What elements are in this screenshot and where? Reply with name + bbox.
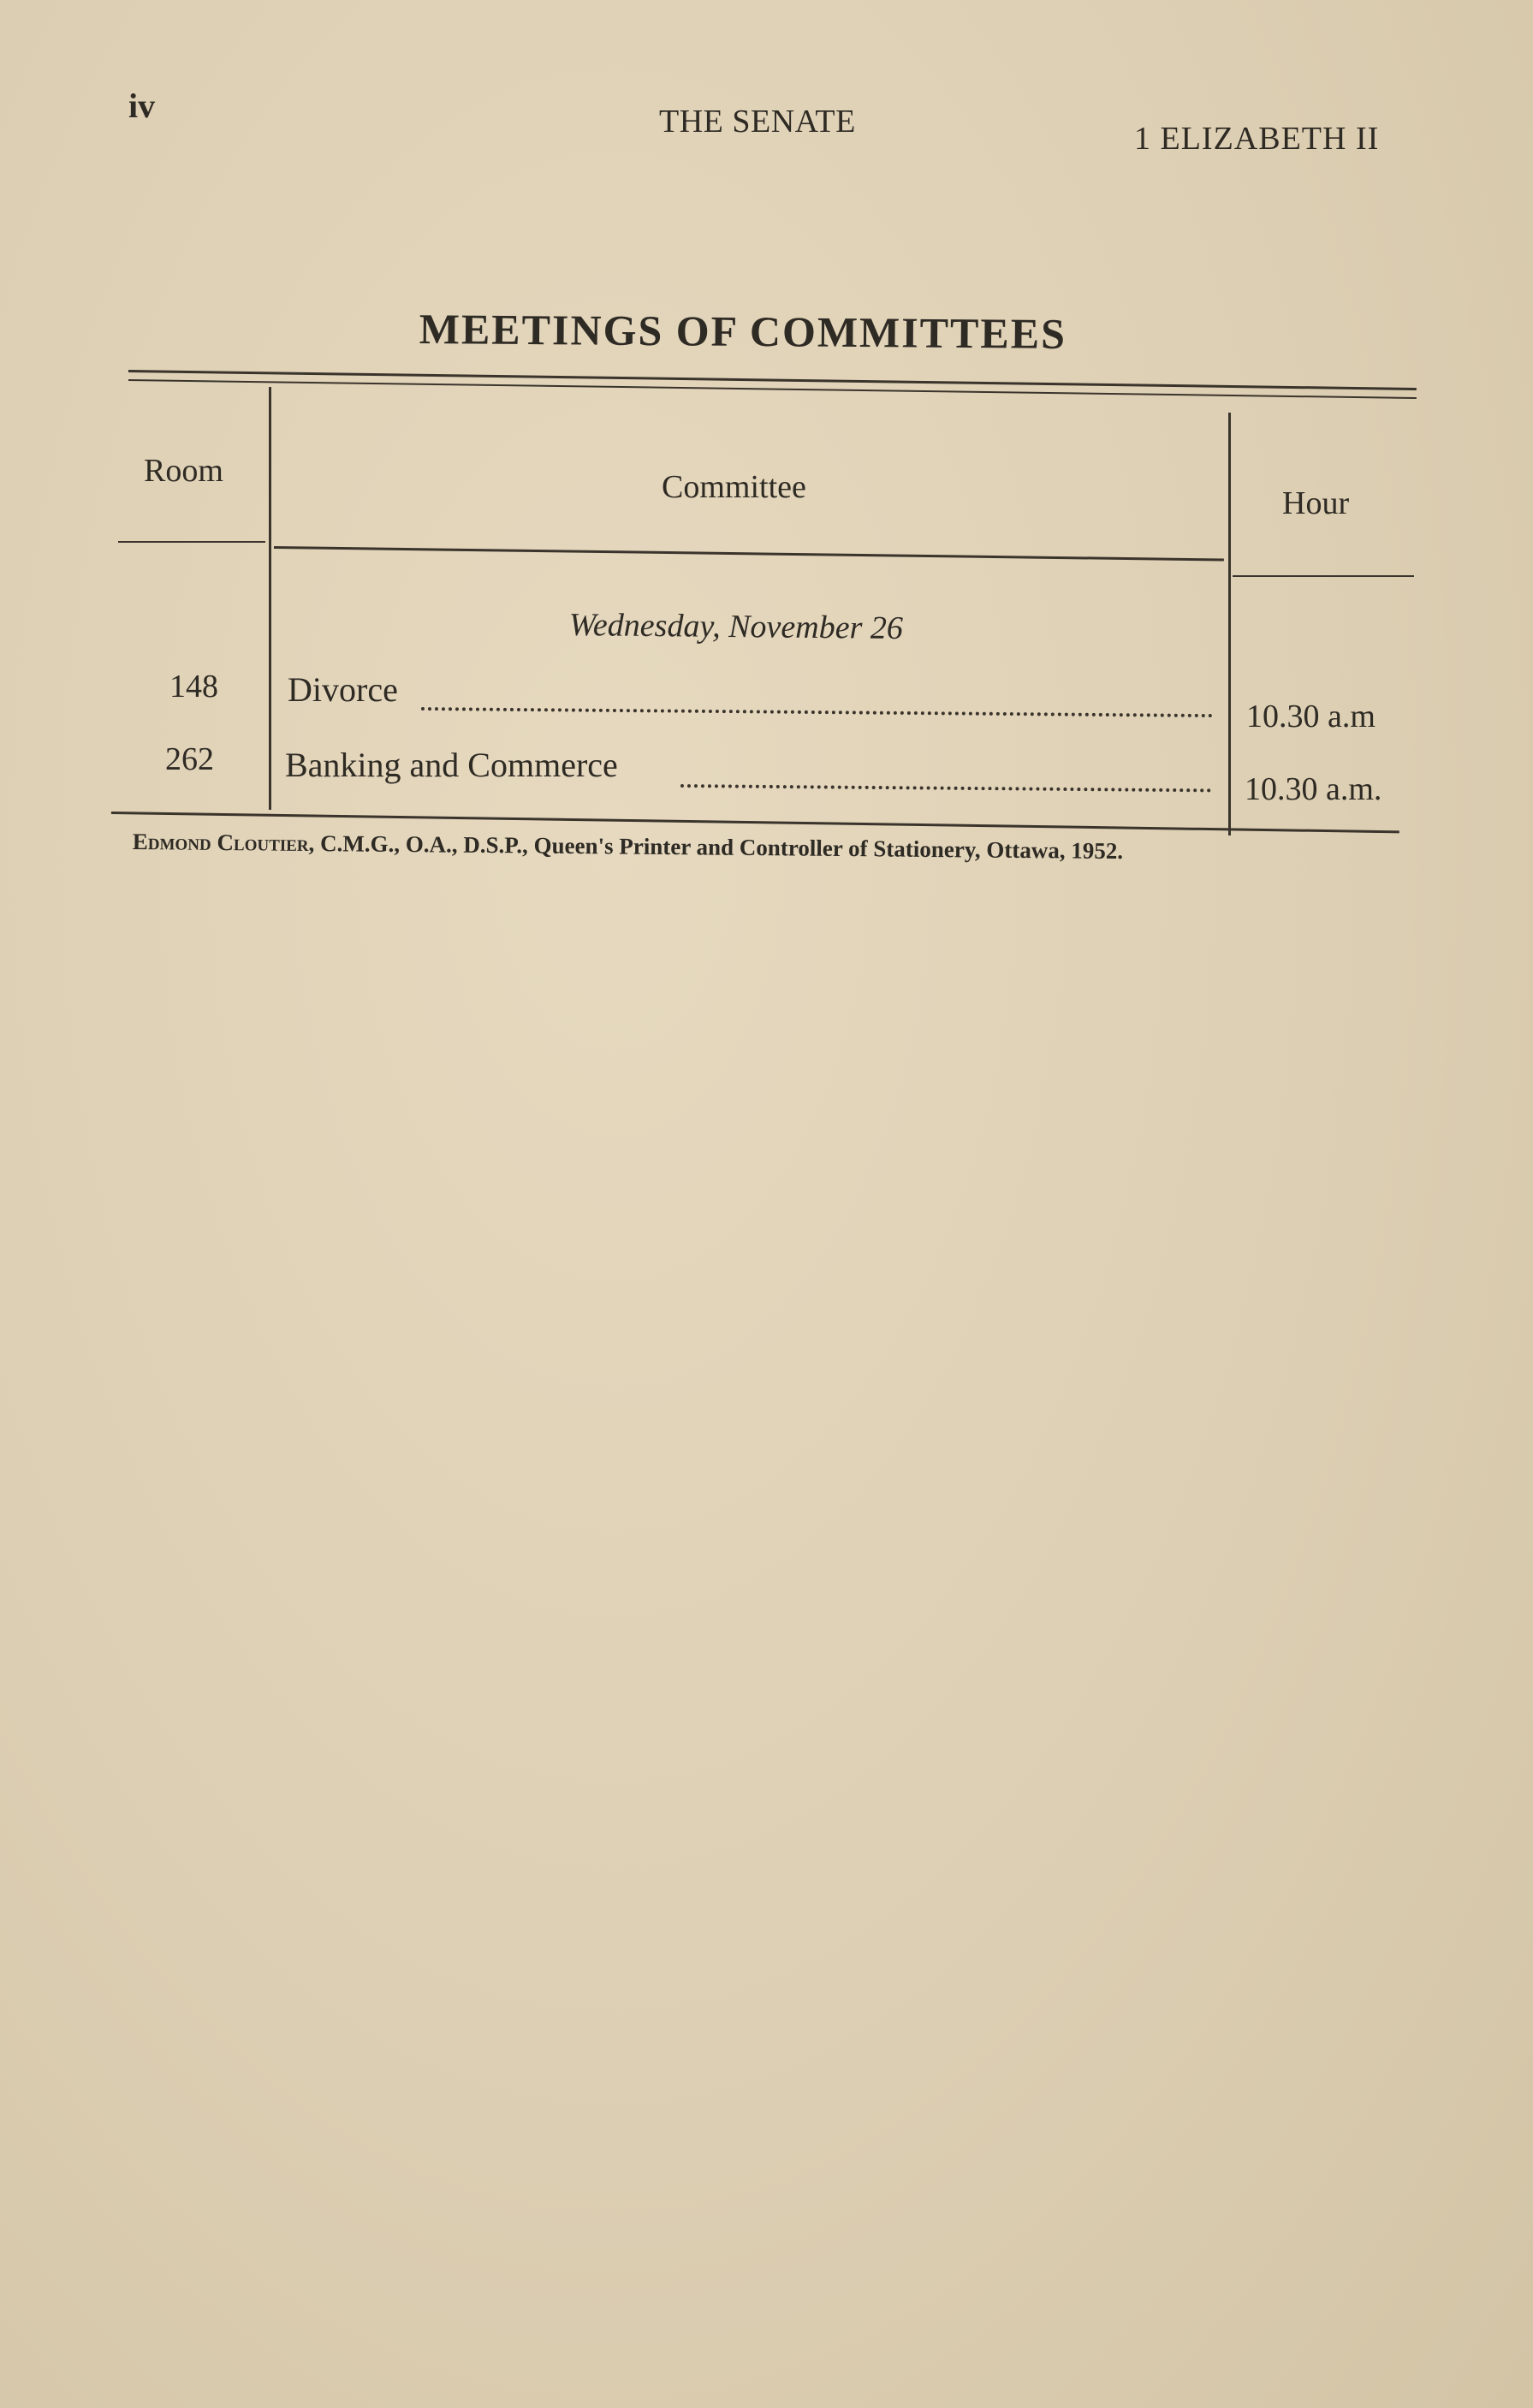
session-label: 1 ELIZABETH II [1134, 121, 1380, 157]
header-rule-hour [1233, 575, 1414, 577]
printer-credentials: , C.M.G., O.A., D.S.P., Queen's Printer and Controller of Stationery, Ottawa, 1952. [308, 829, 1124, 865]
committee-name: Divorce [288, 670, 398, 709]
page-number: iv [128, 86, 156, 125]
column-divider-right [1228, 413, 1231, 835]
committee-name: Banking and Commerce [285, 746, 618, 784]
printer-name: Edmond Cloutier [132, 829, 309, 856]
header-rule-room [118, 541, 265, 543]
dot-leader [421, 707, 1213, 717]
header-rule-committee [274, 546, 1224, 562]
column-header-committee: Committee [662, 469, 806, 505]
page-title: MEETINGS OF COMMITTEES [419, 304, 1067, 358]
printer-imprint [133, 829, 1124, 865]
column-divider-left [269, 387, 271, 810]
date-heading: Wednesday, November 26 [568, 606, 904, 647]
top-rule-2 [128, 379, 1417, 399]
meeting-hour: 10.30 a.m [1246, 699, 1376, 734]
top-rule-1 [128, 370, 1417, 390]
room-number: 262 [165, 741, 214, 777]
running-head: THE SENATE [659, 104, 856, 140]
column-header-hour: Hour [1282, 485, 1350, 521]
meeting-hour: 10.30 a.m. [1245, 771, 1382, 807]
column-header-room: Room [144, 453, 223, 489]
room-number: 148 [169, 669, 218, 705]
dot-leader [680, 784, 1211, 792]
